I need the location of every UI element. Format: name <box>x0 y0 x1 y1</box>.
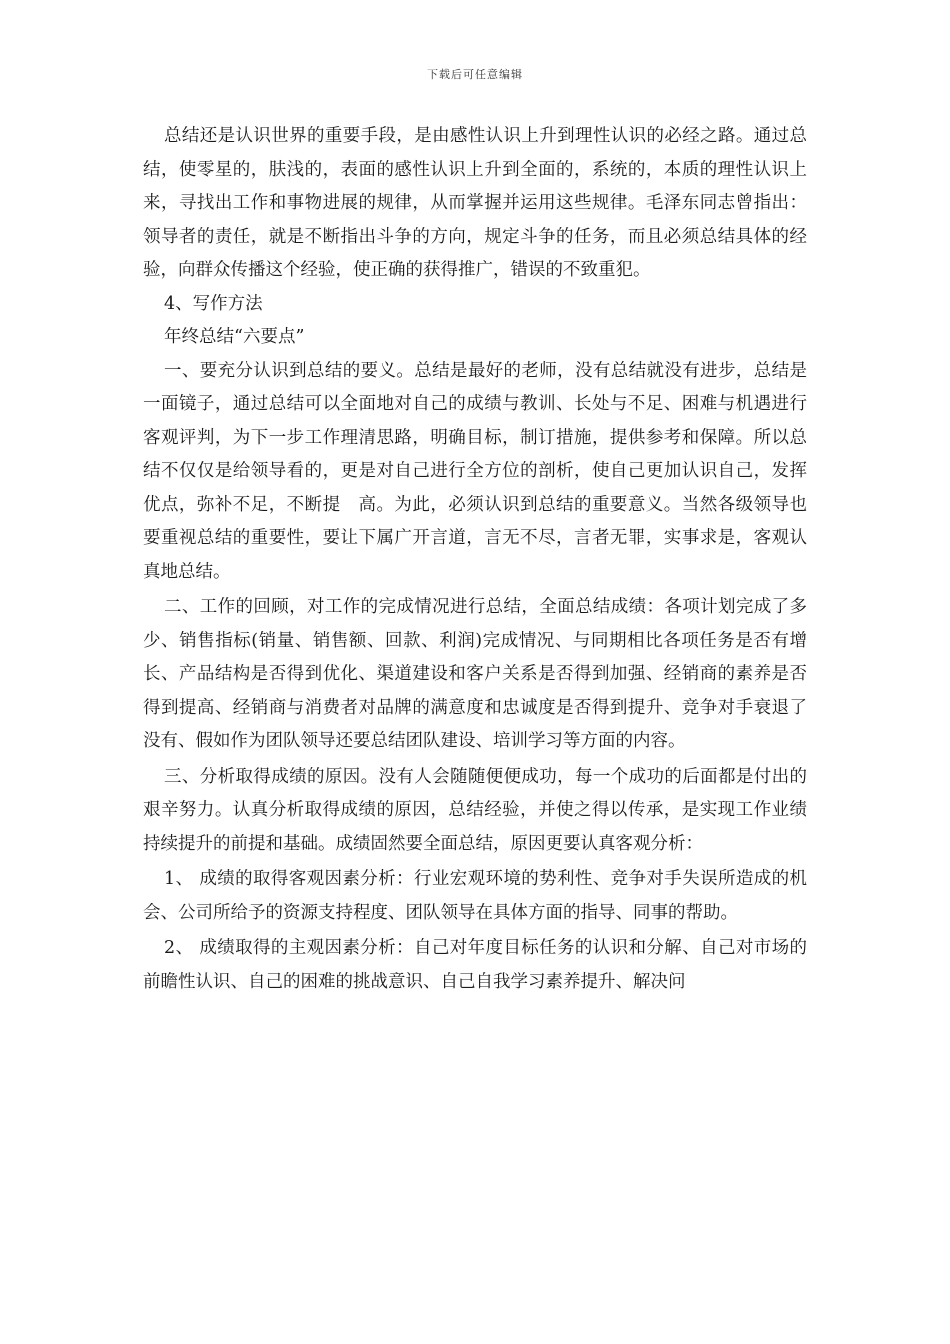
paragraph-point-one: 一、要充分认识到总结的要义。总结是最好的老师，没有总结就没有进步，总结是一面镜子，通过总结可以全面地对自己的成绩与教训、长处与不足、困难与机遇进行客观评判，为下一步工作理清思路，明确目标，制订措施，提供参考和保障。所以总结不仅仅是给领导看的，更是对自己进行全方位的剖析，使自己更加认识自己，发挥优点，弥补不足，不断提 高。为此，必须认识到总结的重要意义。当然各级领导也要重视总结的重要性，要让下属广开言道，言无不尽，言者无罪，实事求是，客观认真地总结。 <box>143 360 807 582</box>
document-body <box>143 120 807 999</box>
section-heading-writing-method: 4、写作方法 <box>164 293 263 314</box>
page-header: 下载后可任意编辑 <box>427 68 523 81</box>
paragraph-point-two: 二、工作的回顾，对工作的完成情况进行总结，全面总结成绩：各项计划完成了多少、销售指标(销量、销售额、回款、利润)完成情况、与同期相比各项任务是否有增长、产品结构是否得到优化、渠道建设和客户关系是否得到加强、经销商的素养是否得到提高、经销商与消费者对品牌的满意度和忠诚度是否得到提升、竞争对手衰退了没有、假如作为团队领导还要总结团队建设、培训学习等方面的内容。 <box>143 597 807 751</box>
paragraph-objective-factors: 1、 成绩的取得客观因素分析：行业宏观环境的势利性、竞争对手失误所造成的机会、公司所给予的资源支持程度、团队领导在具体方面的指导、同事的帮助。 <box>143 869 807 923</box>
paragraph-subjective-factors: 2、 成绩取得的主观因素分析：自己对年度目标任务的认识和分解、自己对市场的前瞻性认识、自己的困难的挑战意识、自己自我学习素养提升、解决问 <box>143 938 807 992</box>
paragraph-summary-importance: 总结还是认识世界的重要手段，是由感性认识上升到理性认识的必经之路。通过总结，使零星的，肤浅的，表面的感性认识上升到全面的，系统的，本质的理性认识上来，寻找出工作和事物进展的规律，从而掌握并运用这些规律。毛泽东同志曾指出：领导者的责任，就是不断指出斗争的方向，规定斗争的任务，而且必须总结具体的经验，向群众传播这个经验，使正确的获得推广，错误的不致重犯。 <box>143 126 807 280</box>
subheading-six-points: 年终总结“六要点” <box>164 327 305 347</box>
paragraph-point-three: 三、分析取得成绩的原因。没有人会随随便便成功，每一个成功的后面都是付出的艰辛努力。认真分析取得成绩的原因，总结经验，并使之得以传承，是实现工作业绩持续提升的前提和基础。成绩固然要全面总结，原因更要认真客观分析： <box>143 766 807 854</box>
